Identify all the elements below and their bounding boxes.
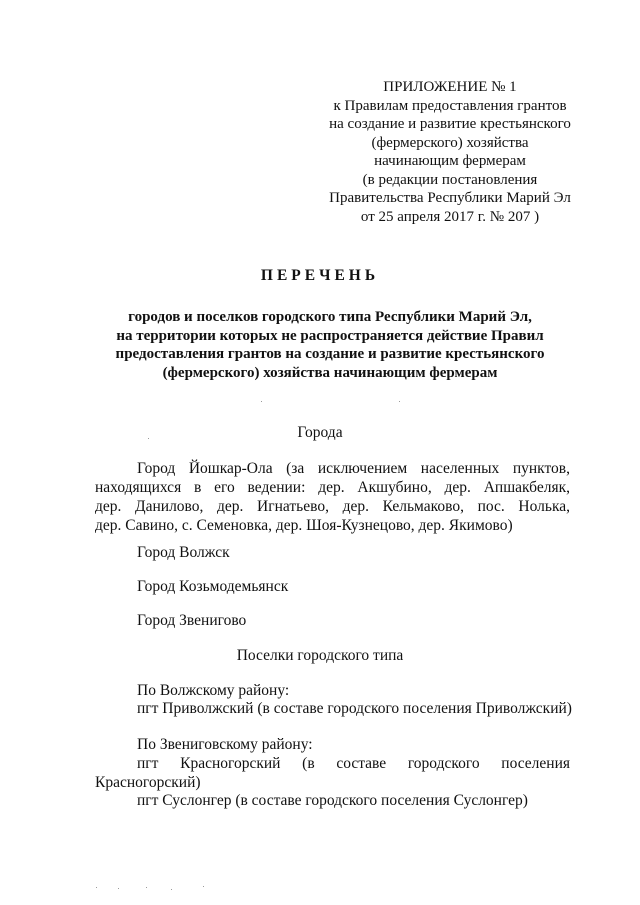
appendix-line: к Правилам предоставления грантов [333, 97, 567, 114]
appendix-line: на создание и развитие крестьянского [329, 116, 571, 132]
appendix-title: ПРИЛОЖЕНИЕ № 1 [383, 79, 517, 95]
yoshkar-ola-paragraph [95, 459, 570, 535]
appendix-line: (в редакции постановления [362, 171, 538, 188]
district-volzhsky-header: По Волжскому району: [137, 682, 290, 699]
paragraph-line: дер. Савино, с. Семеновка, дер. Шоя-Кузнецово, дер. Якимово) [95, 517, 513, 534]
settlement-krasnogorsky [95, 754, 570, 792]
city-zvenigovo: Город Звенигово [137, 612, 247, 629]
paragraph-line: Город Йошкар-Ола (за исключением населенных пунктов, [137, 460, 570, 477]
paragraph-line: Красногорский) [95, 774, 201, 791]
district-zvenigovsky-header: По Звениговскому району: [137, 736, 313, 753]
appendix-line: начинающим фермерам [374, 153, 526, 169]
settlement-suslonger: пгт Суслонгер (в составе городского поселения Суслонгер) [137, 792, 528, 809]
section-heading-settlements: Поселки городского типа [236, 647, 404, 664]
paragraph-line: находящихся в его ведении: дер. Акшубино, дер. Апшакбеляк, [95, 479, 570, 496]
scan-speck [399, 401, 400, 402]
subtitle-line: предоставления грантов на создание и развитие крестьянского [115, 346, 545, 362]
scan-speck [261, 401, 262, 402]
appendix-date-line: от 25 апреля 2017 г. № 207 ) [360, 208, 540, 225]
settlement-privolzhsky: пгт Приволжский (в составе городского поселения Приволжский) [137, 700, 572, 717]
scan-speck [118, 888, 119, 889]
scan-speck [96, 887, 97, 888]
document-title: ПЕРЕЧЕНЬ [260, 267, 380, 284]
appendix-line: Правительства Республики Марий Эл [329, 190, 571, 206]
scan-speck [146, 887, 147, 888]
subtitle-line: на территории которых не распространяется действие Правил [116, 327, 544, 344]
city-volzhsk: Город Волжск [137, 544, 230, 561]
appendix-line: (фермерского) хозяйства [371, 134, 529, 151]
section-heading-cities: Города [297, 424, 343, 441]
scan-speck [203, 886, 204, 887]
paragraph-line: дер. Данилово, дер. Игнатьево, дер. Кельмаково, пос. Нолька, [95, 498, 570, 515]
paragraph-line: пгт Красногорский (в составе городского поселения [137, 755, 570, 772]
subtitle-line: (фермерского) хозяйства начинающим фермерам [162, 364, 498, 381]
scan-speck [171, 889, 172, 890]
document-subtitle [95, 308, 565, 382]
city-kozmodemyansk: Город Козьмодемьянск [137, 578, 289, 595]
appendix-block [290, 78, 610, 226]
subtitle-line: городов и поселков городского типа Республики Марий Эл, [128, 309, 532, 325]
